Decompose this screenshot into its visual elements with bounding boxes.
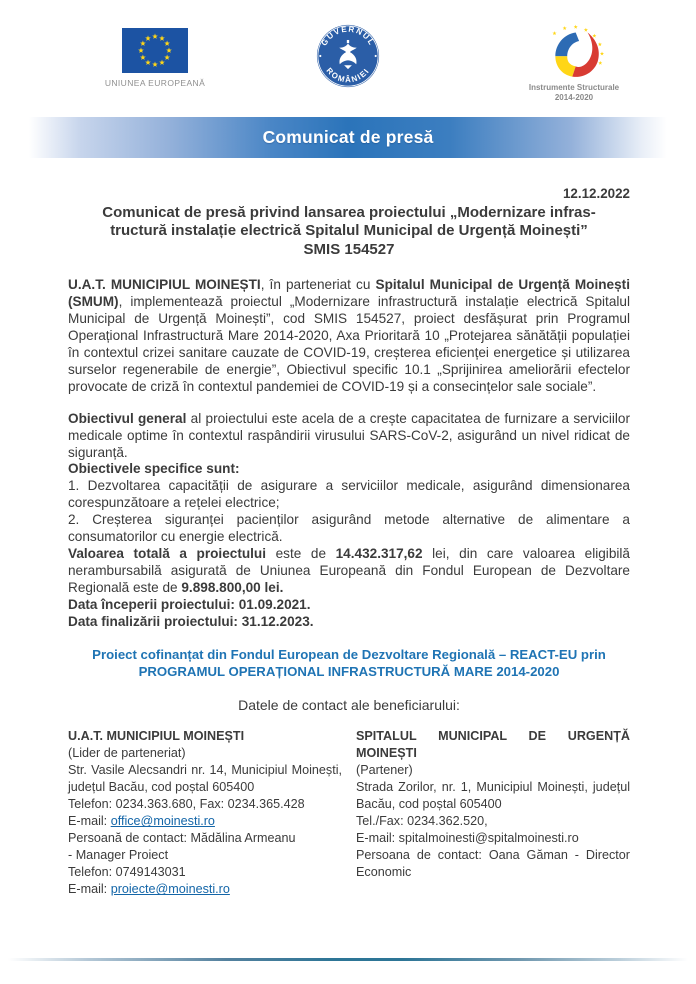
text-segment: Persoană de contact: Mădălina Armeanu (68, 831, 296, 846)
cofinance-line1: Proiect cofinanțat din Fondul European de Dezvoltare Regională – REACT-EU prin (92, 646, 606, 662)
contact-org-name (68, 728, 342, 745)
body-paragraph-objective-general (68, 411, 630, 462)
text-segment: Obiectivele specifice sunt: (68, 461, 240, 477)
text-segment: Spitalul Municipal de Urgență Moinești (SMUM) (68, 277, 630, 310)
structural-instruments-caption: Instrumente Structurale (528, 83, 620, 92)
text-segment: U.A.T. MUNICIPIUL MOINEȘTI (68, 277, 261, 293)
document-title-line2: tructură instalație electrică Spitalul Municipal de Urgență Moinești” (110, 222, 588, 240)
text-segment: E-mail: spitalmoinesti@spitalmoinesti.ro (356, 831, 579, 846)
text-segment: lei, din care valoarea eligibilă nerambursabilă asigurată de Uniunea Europeană din Fondul European de Dezvoltare Regională este de (68, 546, 630, 595)
contact-person-phone (68, 864, 342, 881)
text-segment: 1. Dezvoltarea capacității de asigurare a serviciilor medicale, asigurând dimensionarea corespunzătoare a rețelei electrice; (68, 478, 630, 511)
government-seal-block (314, 22, 382, 95)
document-body (68, 186, 630, 898)
contact-person-role (68, 847, 342, 864)
document-title-line1: Comunicat de presă privind lansarea proiectului „Modernizare infras- (102, 203, 596, 221)
structural-instruments-icon (531, 24, 617, 80)
text-segment: Valoarea totală a proiectului (68, 546, 267, 561)
body-paragraph-value (68, 546, 630, 597)
text-segment: (Lider de parteneriat) (68, 746, 186, 761)
text-segment: Data începerii proiectului: 01.09.2021. (68, 596, 311, 612)
structural-instruments-caption-years: 2014-2020 (554, 93, 594, 102)
text-segment: 2. Creșterea siguranței pacienților asigurând metode alternative de alimentare a consumatorilor cu energie electrică. (68, 512, 630, 545)
contacts-heading: Datele de contact ale beneficiarului: (238, 696, 460, 713)
text-segment: Data finalizării proiectului: 31.12.2023. (68, 613, 314, 629)
contact-role (68, 745, 342, 762)
text-segment: Persoana de contact: Oana Găman - Director Economic (356, 848, 630, 880)
body-paragraph-intro (68, 277, 630, 395)
email-link[interactable]: office@moinesti.ro (110, 814, 215, 829)
cofinance-note (68, 646, 630, 681)
text-segment: - Manager Proiect (68, 848, 169, 863)
text-segment: E-mail: (68, 814, 111, 829)
text-segment: Str. Vasile Alecsandri nr. 14, Municipiul Moinești, județul Bacău, cod poștal 605400 (68, 763, 342, 795)
document-title-line3: SMIS 154527 (303, 240, 395, 258)
body-paragraph-objectives-heading (68, 461, 630, 478)
footer-divider (8, 958, 688, 961)
cofinance-line2: PROGRAMUL OPERAȚIONAL INFRASTRUCTURĂ MARE 2014-2020 (138, 664, 560, 680)
release-date: 12.12.2022 (562, 186, 630, 201)
contact-column-left (68, 728, 342, 898)
body-paragraph-objective-2 (68, 512, 630, 546)
text-segment: 14.432.317,62 (335, 546, 423, 561)
text-segment: 9.898.800,00 lei. (181, 579, 284, 595)
eu-flag-icon (122, 28, 188, 73)
contact-org-name (356, 728, 630, 762)
email-link[interactable]: proiecte@moinesti.ro (110, 882, 230, 897)
contact-person (68, 830, 342, 847)
contact-person-email (68, 881, 342, 898)
body-paragraph-objective-1 (68, 478, 630, 512)
eu-flag-caption: UNIUNEA EUROPEANĂ (104, 78, 206, 88)
contact-email (356, 830, 630, 847)
structural-instruments-block (506, 24, 642, 103)
contact-phone-fax (356, 813, 630, 830)
text-segment: E-mail: (68, 882, 111, 897)
svg-text:ROMÂNIEI: ROMÂNIEI (324, 66, 372, 85)
text-segment: este de (266, 546, 336, 561)
text-segment: Telefon: 0234.363.680, Fax: 0234.365.428 (68, 797, 305, 812)
contact-person (356, 847, 630, 881)
contact-email (68, 813, 342, 830)
text-segment: Strada Zorilor, nr. 1, Municipiul Moinești, județul Bacău, cod poștal 605400 (356, 780, 630, 812)
text-segment: (Partener) (356, 763, 413, 778)
banner-title: Comunicat de presă (262, 127, 434, 147)
document-title (68, 204, 630, 260)
text-segment: U.A.T. MUNICIPIUL MOINEȘTI (68, 729, 245, 744)
text-segment: Obiectivul general (68, 410, 187, 426)
contact-address (356, 779, 630, 813)
press-release-banner (29, 117, 667, 158)
eu-logo-block (98, 28, 212, 88)
svg-text:GUVERNUL: GUVERNUL (319, 24, 377, 48)
contact-column-right (356, 728, 630, 898)
text-segment: al proiectului este acela de a crește capacitatea de furnizare a serviciilor medicale optime în contextul raspândirii virusului SARS-CoV-2, asigurând un nivel ridicat de siguranță. (68, 410, 631, 460)
contact-address (68, 762, 342, 796)
swoosh-blue (555, 32, 579, 56)
text-segment: SPITALUL MUNICIPAL DE URGENȚĂ MOINEȘTI (356, 729, 630, 761)
contact-columns (68, 728, 630, 898)
contact-role (356, 762, 630, 779)
text-segment: Telefon: 0749143031 (68, 865, 186, 880)
contact-phone-fax (68, 796, 342, 813)
body-paragraph-end-date (68, 614, 630, 631)
text-segment: Tel./Fax: 0234.362.520, (356, 814, 488, 829)
body-paragraph-start-date (68, 597, 630, 614)
text-segment: , implementează proiectul „Modernizare infrastructură instalație electrică Spitalul Municipal de Urgență Moinești”, cod SMIS 154527, proiect desfășurat prin Programul Operațional Infrastructură Mare 2014-2020, Axa Prioritară 10 „Protejarea sănătății populației în contextul crizei sanitare cauzate de COVID-19, creșterea eficienței energetice și utilizarea surselor regenerabile de energie”, Obiectivul specific 10.1 „Sprijinirea ameliorării efectelor provocate de criză în contextul pandemiei de COVID-19 și a consecințelor sale sociale”. (68, 294, 630, 394)
text-segment: , în parteneriat cu (260, 277, 376, 293)
government-seal-icon (314, 22, 382, 90)
swoosh-yellow (555, 56, 575, 76)
